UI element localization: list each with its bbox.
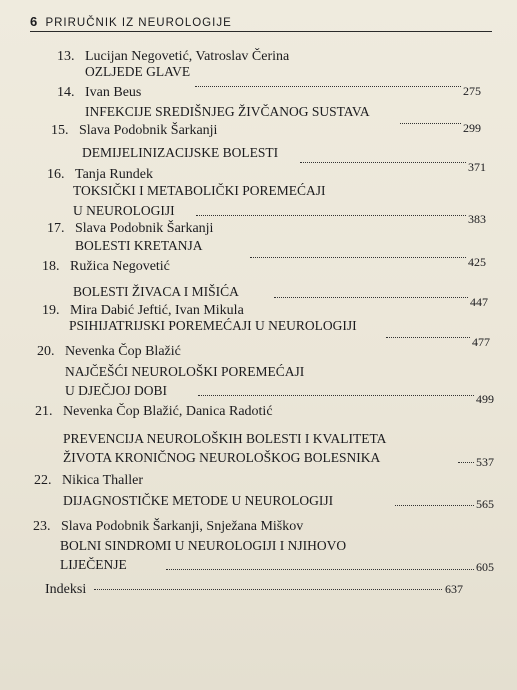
author-names: Lucijan Negovetić, Vatroslav Čerina (85, 49, 290, 64)
dot-leader (400, 123, 461, 124)
chapter-authors (34, 473, 143, 489)
chapter-page-number: 299 (463, 121, 481, 135)
chapter-title-line (73, 203, 175, 219)
chapter-authors (35, 404, 273, 420)
chapter-authors (47, 167, 153, 183)
header-rule (30, 31, 492, 32)
chapter-number: 21. (35, 404, 53, 419)
chapter-number: 18. (42, 259, 60, 274)
author-names: Slava Podobnik Šarkanji (75, 221, 214, 236)
chapter-title-line (65, 364, 304, 380)
dot-leader (94, 589, 442, 590)
chapter-number: 22. (34, 473, 52, 488)
chapter-title-text: INFEKCIJE SREDIŠNJEG ŽIVČANOG SUSTAVA (85, 104, 370, 119)
chapter-title-text: U NEUROLOGIJI (73, 203, 175, 218)
header-page-number: 6 (30, 14, 38, 29)
dot-leader (195, 86, 461, 87)
chapter-number: 16. (47, 167, 65, 182)
chapter-page-number: 383 (468, 212, 486, 226)
chapter-authors (57, 49, 289, 65)
chapter-authors (33, 519, 303, 535)
chapter-title-line (63, 431, 386, 447)
chapter-title-line (85, 64, 190, 80)
chapter-number: 13. (57, 49, 75, 64)
chapter-title-line (60, 538, 346, 554)
chapter-number: 19. (42, 303, 60, 318)
chapter-title-text: NAJČEŠĆI NEUROLOŠKI POREMEĆAJI (65, 364, 305, 379)
chapter-title-text: PREVENCIJA NEUROLOŠKIH BOLESTI I KVALITETA (63, 431, 387, 446)
chapter-title-line (63, 450, 380, 466)
chapter-title-line (75, 238, 203, 254)
chapter-title-line (65, 383, 167, 399)
author-names: Ivan Beus (85, 85, 142, 100)
header-title: PRIRUČNIK IZ NEUROLOGIJE (45, 17, 232, 29)
chapter-title-text: BOLESTI ŽIVACA I MIŠIĆA (73, 284, 239, 299)
chapter-title-line (73, 183, 326, 199)
dot-leader (386, 337, 470, 338)
author-names: Nevenka Čop Blažić (65, 344, 181, 359)
chapter-authors (51, 123, 217, 139)
chapter-title-text: OZLJEDE GLAVE (85, 64, 191, 79)
chapter-number: 20. (37, 344, 55, 359)
chapter-authors (37, 344, 181, 360)
chapter-title-line (63, 493, 333, 509)
chapter-title-text: PSIHIJATRIJSKI POREMEĆAJI U NEUROLOGIJI (69, 318, 357, 333)
chapter-page-number: 565 (476, 497, 494, 511)
chapter-authors (42, 259, 170, 275)
index-entry (45, 582, 463, 598)
chapter-page-number: 275 (463, 84, 481, 98)
author-names: Tanja Rundek (75, 167, 153, 182)
author-names: Nevenka Čop Blažić, Danica Radotić (63, 404, 273, 419)
dot-leader (300, 162, 466, 163)
chapter-title-text: TOKSIČKI I METABOLIČKI POREMEĆAJI (73, 183, 326, 198)
chapter-title-line (69, 318, 357, 334)
dot-leader (198, 395, 474, 396)
index-label: Indeksi (45, 582, 87, 597)
index-page-number: 637 (445, 582, 463, 596)
dot-leader (395, 505, 474, 506)
dot-leader (458, 462, 474, 463)
chapter-number: 15. (51, 123, 69, 138)
chapter-title-text: BOLESTI KRETANJA (75, 238, 203, 253)
chapter-title-text: DEMIJELINIZACIJSKE BOLESTI (82, 145, 279, 160)
chapter-title-text: ŽIVOTA KRONIČNOG NEUROLOŠKOG BOLESNIKA (63, 450, 381, 465)
chapter-authors (47, 221, 213, 237)
chapter-page-number: 447 (470, 295, 488, 309)
chapter-authors (42, 303, 244, 319)
dot-leader (166, 569, 474, 570)
chapter-page-number: 499 (476, 392, 494, 406)
dot-leader (196, 215, 466, 216)
author-names: Mira Dabić Jeftić, Ivan Mikula (70, 303, 244, 318)
author-names: Nikica Thaller (62, 473, 143, 488)
author-names: Ružica Negovetić (70, 259, 170, 274)
chapter-page-number: 371 (468, 160, 486, 174)
author-names: Slava Podobnik Šarkanji (79, 123, 218, 138)
chapter-page-number: 477 (472, 335, 490, 349)
chapter-number: 14. (57, 85, 75, 100)
chapter-title-line (85, 104, 370, 120)
dot-leader (250, 257, 466, 258)
chapter-authors (57, 85, 141, 101)
chapter-number: 17. (47, 221, 65, 236)
chapter-title-text: LIJEČENJE (60, 557, 127, 572)
chapter-title-line (60, 557, 127, 573)
chapter-title-text: U DJEČJOJ DOBI (65, 383, 168, 398)
chapter-page-number: 537 (476, 455, 494, 469)
chapter-number: 23. (33, 519, 51, 534)
running-header (30, 14, 232, 29)
chapter-title-text: BOLNI SINDROMI U NEUROLOGIJI I NJIHOVO (60, 538, 347, 553)
chapter-title-text: DIJAGNOSTIČKE METODE U NEUROLOGIJI (63, 493, 334, 508)
chapter-title-line (82, 145, 278, 161)
author-names: Slava Podobnik Šarkanji, Snježana Miškov (61, 519, 304, 534)
chapter-title-line (73, 284, 239, 300)
chapter-page-number: 425 (468, 255, 486, 269)
dot-leader (274, 297, 468, 298)
chapter-page-number: 605 (476, 560, 494, 574)
